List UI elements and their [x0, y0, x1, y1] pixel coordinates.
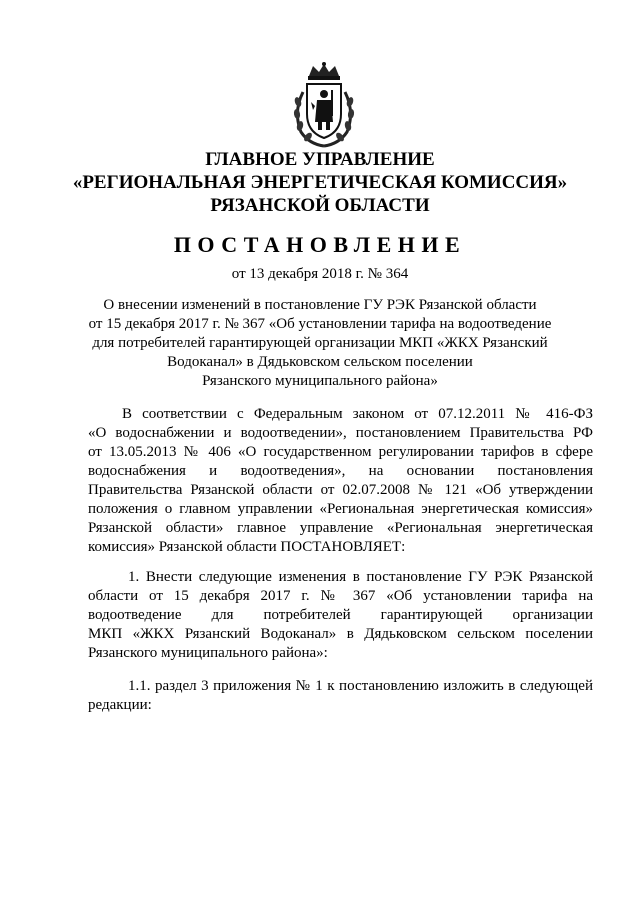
coat-of-arms-emblem — [291, 62, 357, 148]
preamble-line: положения о главном управлении «Региональная энергетическая комиссия» — [88, 501, 593, 517]
subject-line: Водоканал» в Дядьковском сельском поселении — [167, 354, 473, 370]
subject-line: О внесении изменений в постановление ГУ РЭК Рязанской области — [103, 297, 537, 313]
clause-1-line: области от 15 декабря 2017 г. № 367 «Об установлении тарифа на — [88, 588, 593, 604]
subject-line: от 15 декабря 2017 г. № 367 «Об установлении тарифа на водоотведение — [88, 316, 552, 332]
issuer-name-line-1: ГЛАВНОЕ УПРАВЛЕНИЕ — [205, 149, 435, 170]
preamble-line: Рязанской области» главное управление «Региональная энергетическая — [88, 520, 593, 536]
clause-1-1-line: 1.1. раздел 3 приложения № 1 к постановлению изложить в следующей — [128, 678, 593, 694]
subject-line: для потребителей гарантирующей организации МКП «ЖКХ Рязанский — [92, 335, 548, 351]
issuer-name-line-2: «РЕГИОНАЛЬНАЯ ЭНЕРГЕТИЧЕСКАЯ КОМИССИЯ» — [72, 172, 568, 193]
preamble-line: от 13.05.2013 № 406 «О государственном регулировании тарифов в сфере — [88, 444, 593, 460]
preamble-line: водоснабжения и водоотведения», на основании постановления — [88, 463, 593, 479]
preamble-line: комиссия» Рязанской области ПОСТАНОВЛЯЕТ: — [88, 539, 406, 555]
clause-1-line: водоотведение для потребителей гарантирующей организации — [88, 607, 593, 623]
document-type-title: ПОСТАНОВЛЕНИЕ — [173, 232, 467, 257]
clause-1-line: 1. Внести следующие изменения в постановление ГУ РЭК Рязанской — [128, 569, 593, 585]
preamble-line: В соответствии с Федеральным законом от 07.12.2011 № 416-ФЗ — [122, 406, 593, 422]
issuer-name-line-3: РЯЗАНСКОЙ ОБЛАСТИ — [210, 195, 430, 216]
clause-1-line: Рязанского муниципального района»: — [88, 645, 328, 661]
document-date-number: от 13 декабря 2018 г. № 364 — [231, 266, 409, 282]
clause-1-1-line: редакции: — [88, 697, 152, 713]
preamble-line: «О водоснабжении и водоотведении», постановлением Правительства РФ — [88, 425, 593, 441]
subject-line: Рязанского муниципального района» — [202, 373, 438, 389]
clause-1-line: МКП «ЖКХ Рязанский Водоканал» в Дядьковском сельском поселении — [88, 626, 593, 642]
preamble-line: Правительства Рязанской области от 02.07.2008 № 121 «Об утверждении — [88, 482, 593, 498]
